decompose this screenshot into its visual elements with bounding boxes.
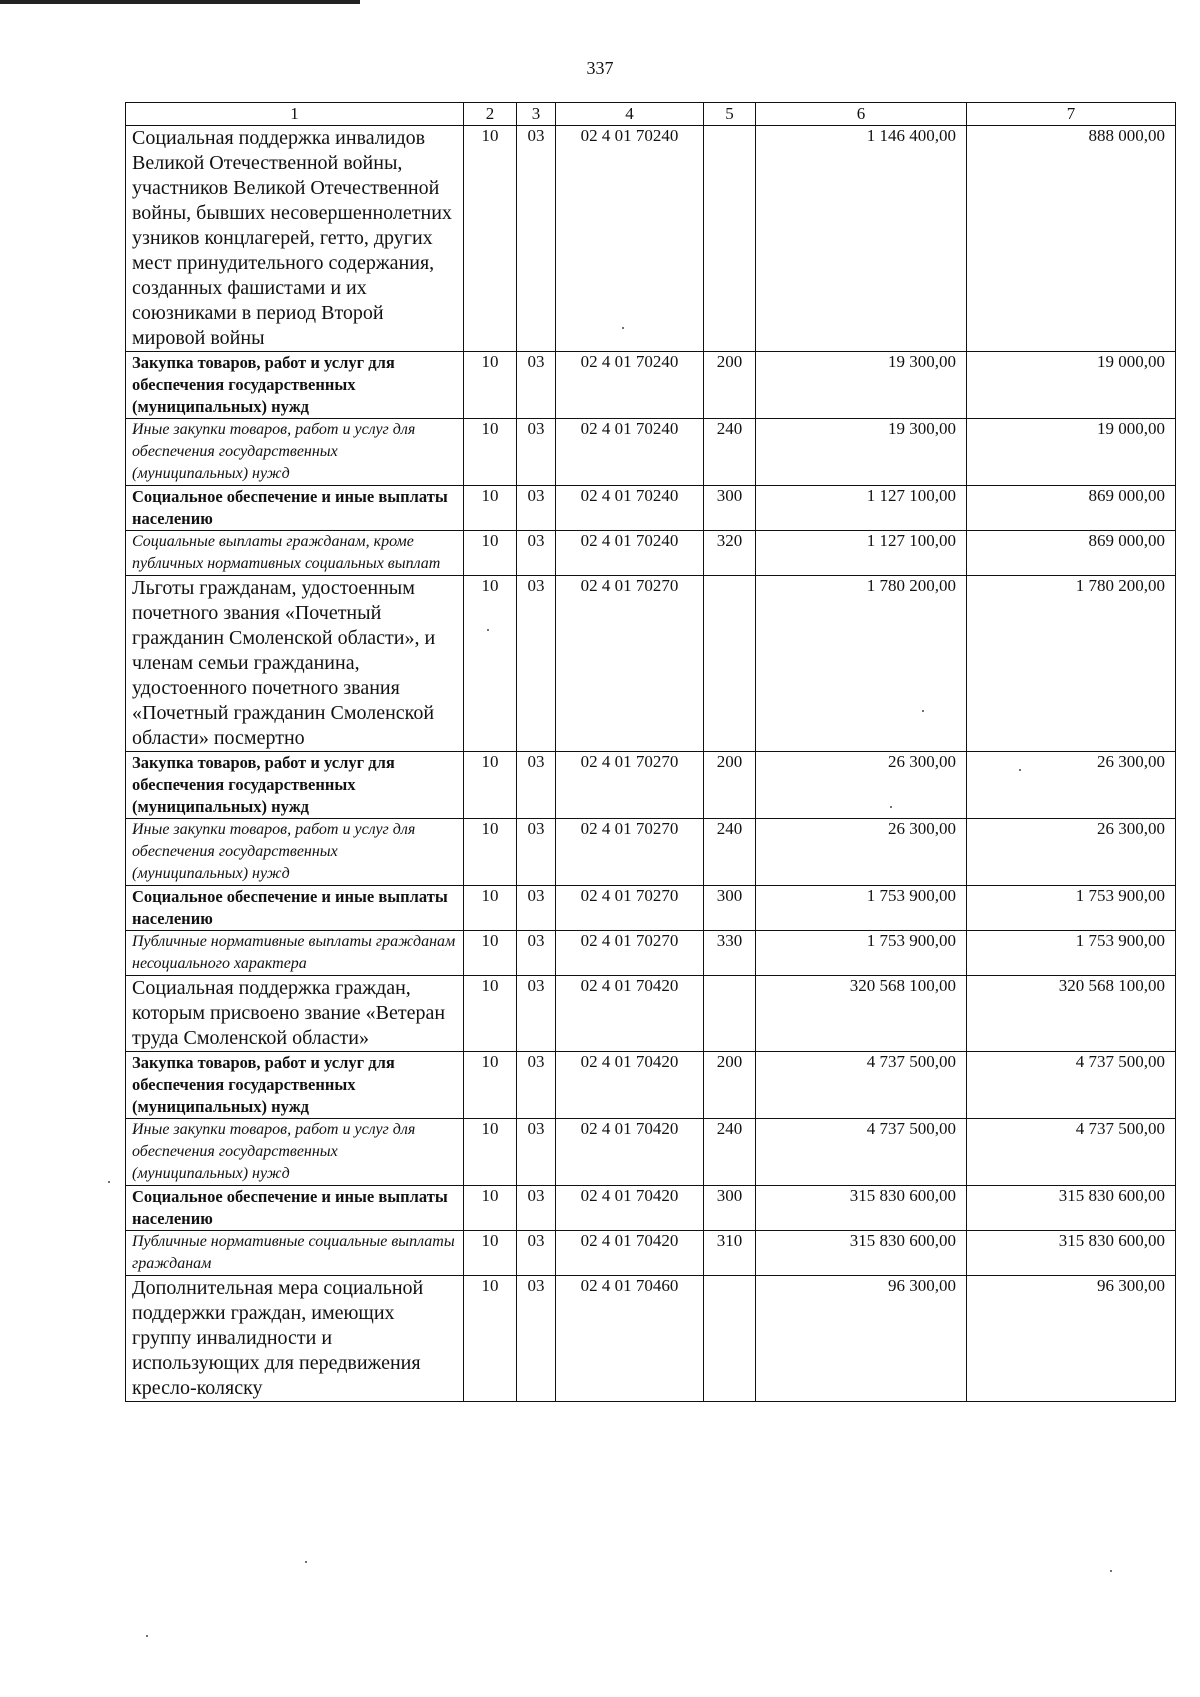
amount-year-1-cell: 1 780 200,00 <box>756 576 967 752</box>
expense-type-cell: 300 <box>704 486 756 531</box>
target-article-cell: 02 4 01 70420 <box>556 976 704 1052</box>
amount-year-2-cell: 315 830 600,00 <box>967 1231 1176 1276</box>
row-name-cell: Социальное обеспечение и иные выплаты населению <box>126 486 464 531</box>
expense-type-cell <box>704 976 756 1052</box>
target-article-cell: 02 4 01 70270 <box>556 886 704 931</box>
amount-year-1-cell: 1 753 900,00 <box>756 931 967 976</box>
table-row <box>126 126 1176 352</box>
section-code-cell: 10 <box>464 531 517 576</box>
subsection-code-cell: 03 <box>517 1186 556 1231</box>
amount-year-1-cell: 315 830 600,00 <box>756 1231 967 1276</box>
section-code-cell: 10 <box>464 126 517 352</box>
subsection-code-cell: 03 <box>517 1119 556 1186</box>
target-article-cell: 02 4 01 70270 <box>556 576 704 752</box>
scan-speck <box>305 1561 307 1563</box>
section-code-cell: 10 <box>464 1052 517 1119</box>
expense-type-cell: 300 <box>704 1186 756 1231</box>
table-row <box>126 1231 1176 1276</box>
expense-type-cell: 240 <box>704 419 756 486</box>
amount-year-1-cell: 1 146 400,00 <box>756 126 967 352</box>
row-name-cell: Льготы гражданам, удостоенным почетного звания «Почетный гражданин Смоленской области», и членам семьи гражданина, удостоенного почетного звания «Почетный гражданин Смоленской области» посмертно <box>126 576 464 752</box>
amount-year-1-cell: 4 737 500,00 <box>756 1052 967 1119</box>
table-row <box>126 1119 1176 1186</box>
section-code-cell: 10 <box>464 1119 517 1186</box>
amount-year-2-cell: 19 000,00 <box>967 419 1176 486</box>
target-article-cell: 02 4 01 70420 <box>556 1231 704 1276</box>
subsection-code-cell: 03 <box>517 752 556 819</box>
page-number: 337 <box>586 58 614 78</box>
subsection-code-cell: 03 <box>517 126 556 352</box>
expense-type-cell: 320 <box>704 531 756 576</box>
section-code-cell: 10 <box>464 419 517 486</box>
scan-speck <box>890 806 892 808</box>
subsection-code-cell: 03 <box>517 819 556 886</box>
subsection-code-cell: 03 <box>517 419 556 486</box>
expense-type-cell: 240 <box>704 1119 756 1186</box>
row-name-cell: Закупка товаров, работ и услуг для обеспечения государственных (муниципальных) нужд <box>126 752 464 819</box>
budget-table <box>125 102 1176 1402</box>
table-row <box>126 752 1176 819</box>
section-code-cell: 10 <box>464 752 517 819</box>
expense-type-cell <box>704 576 756 752</box>
amount-year-2-cell: 4 737 500,00 <box>967 1052 1176 1119</box>
amount-year-2-cell: 96 300,00 <box>967 1276 1176 1402</box>
section-code-cell: 10 <box>464 576 517 752</box>
table-row <box>126 1276 1176 1402</box>
target-article-cell: 02 4 01 70460 <box>556 1276 704 1402</box>
amount-year-1-cell: 26 300,00 <box>756 819 967 886</box>
row-name-cell: Закупка товаров, работ и услуг для обеспечения государственных (муниципальных) нужд <box>126 1052 464 1119</box>
header-col-1: 1 <box>126 103 464 126</box>
row-name-cell: Иные закупки товаров, работ и услуг для обеспечения государственных (муниципальных) нужд <box>126 819 464 886</box>
row-name-cell: Социальная поддержка граждан, которым присвоено звание «Ветеран труда Смоленской области» <box>126 976 464 1052</box>
row-name-cell: Дополнительная мера социальной поддержки граждан, имеющих группу инвалидности и использующих для передвижения кресло-коляску <box>126 1276 464 1402</box>
row-name-cell: Публичные нормативные социальные выплаты гражданам <box>126 1231 464 1276</box>
target-article-cell: 02 4 01 70420 <box>556 1186 704 1231</box>
scan-edge-line <box>0 0 360 4</box>
row-name-cell: Публичные нормативные выплаты гражданам несоциального характера <box>126 931 464 976</box>
table-row <box>126 976 1176 1052</box>
section-code-cell: 10 <box>464 886 517 931</box>
amount-year-1-cell: 19 300,00 <box>756 352 967 419</box>
expense-type-cell: 300 <box>704 886 756 931</box>
expense-type-cell: 240 <box>704 819 756 886</box>
amount-year-2-cell: 1 753 900,00 <box>967 931 1176 976</box>
subsection-code-cell: 03 <box>517 352 556 419</box>
table-row <box>126 576 1176 752</box>
header-col-2: 2 <box>464 103 517 126</box>
header-col-7: 7 <box>967 103 1176 126</box>
section-code-cell: 10 <box>464 352 517 419</box>
amount-year-1-cell: 1 127 100,00 <box>756 486 967 531</box>
row-name-cell: Социальные выплаты гражданам, кроме публичных нормативных социальных выплат <box>126 531 464 576</box>
amount-year-2-cell: 315 830 600,00 <box>967 1186 1176 1231</box>
amount-year-2-cell: 320 568 100,00 <box>967 976 1176 1052</box>
row-name-cell: Иные закупки товаров, работ и услуг для обеспечения государственных (муниципальных) нужд <box>126 1119 464 1186</box>
row-name-cell: Социальная поддержка инвалидов Великой Отечественной войны, участников Великой Отечественной войны, бывших несовершеннолетних узников концлагерей, гетто, других мест принудительного содержания, созданных фашистами и их союзниками в период Второй мировой войны <box>126 126 464 352</box>
scan-speck <box>922 710 924 712</box>
section-code-cell: 10 <box>464 486 517 531</box>
subsection-code-cell: 03 <box>517 931 556 976</box>
amount-year-1-cell: 26 300,00 <box>756 752 967 819</box>
amount-year-1-cell: 320 568 100,00 <box>756 976 967 1052</box>
expense-type-cell <box>704 126 756 352</box>
amount-year-2-cell: 869 000,00 <box>967 486 1176 531</box>
amount-year-2-cell: 888 000,00 <box>967 126 1176 352</box>
target-article-cell: 02 4 01 70240 <box>556 419 704 486</box>
section-code-cell: 10 <box>464 1231 517 1276</box>
table-row <box>126 1052 1176 1119</box>
section-code-cell: 10 <box>464 976 517 1052</box>
subsection-code-cell: 03 <box>517 976 556 1052</box>
amount-year-2-cell: 869 000,00 <box>967 531 1176 576</box>
section-code-cell: 10 <box>464 819 517 886</box>
subsection-code-cell: 03 <box>517 1276 556 1402</box>
amount-year-1-cell: 19 300,00 <box>756 419 967 486</box>
amount-year-2-cell: 26 300,00 <box>967 819 1176 886</box>
table-header-row <box>126 103 1176 126</box>
table-row <box>126 1186 1176 1231</box>
subsection-code-cell: 03 <box>517 1231 556 1276</box>
table-row <box>126 486 1176 531</box>
subsection-code-cell: 03 <box>517 1052 556 1119</box>
header-col-6: 6 <box>756 103 967 126</box>
row-name-cell: Иные закупки товаров, работ и услуг для обеспечения государственных (муниципальных) нужд <box>126 419 464 486</box>
table-row <box>126 419 1176 486</box>
table-row <box>126 531 1176 576</box>
target-article-cell: 02 4 01 70270 <box>556 819 704 886</box>
target-article-cell: 02 4 01 70270 <box>556 931 704 976</box>
target-article-cell: 02 4 01 70270 <box>556 752 704 819</box>
target-article-cell: 02 4 01 70420 <box>556 1052 704 1119</box>
subsection-code-cell: 03 <box>517 886 556 931</box>
subsection-code-cell: 03 <box>517 576 556 752</box>
subsection-code-cell: 03 <box>517 531 556 576</box>
table-body <box>126 126 1176 1402</box>
target-article-cell: 02 4 01 70240 <box>556 486 704 531</box>
header-col-5: 5 <box>704 103 756 126</box>
header-col-3: 3 <box>517 103 556 126</box>
target-article-cell: 02 4 01 70240 <box>556 352 704 419</box>
amount-year-1-cell: 4 737 500,00 <box>756 1119 967 1186</box>
table-row <box>126 352 1176 419</box>
section-code-cell: 10 <box>464 931 517 976</box>
table-row <box>126 886 1176 931</box>
target-article-cell: 02 4 01 70420 <box>556 1119 704 1186</box>
row-name-cell: Социальное обеспечение и иные выплаты населению <box>126 886 464 931</box>
amount-year-1-cell: 96 300,00 <box>756 1276 967 1402</box>
header-col-4: 4 <box>556 103 704 126</box>
amount-year-2-cell: 19 000,00 <box>967 352 1176 419</box>
expense-type-cell: 310 <box>704 1231 756 1276</box>
table-row <box>126 931 1176 976</box>
scan-speck <box>487 629 489 631</box>
scan-speck <box>1019 769 1021 771</box>
table-row <box>126 819 1176 886</box>
amount-year-2-cell: 1 753 900,00 <box>967 886 1176 931</box>
expense-type-cell <box>704 1276 756 1402</box>
expense-type-cell: 200 <box>704 752 756 819</box>
scan-speck <box>108 1181 110 1183</box>
subsection-code-cell: 03 <box>517 486 556 531</box>
expense-type-cell: 200 <box>704 1052 756 1119</box>
section-code-cell: 10 <box>464 1186 517 1231</box>
target-article-cell: 02 4 01 70240 <box>556 126 704 352</box>
row-name-cell: Закупка товаров, работ и услуг для обеспечения государственных (муниципальных) нужд <box>126 352 464 419</box>
section-code-cell: 10 <box>464 1276 517 1402</box>
amount-year-1-cell: 1 127 100,00 <box>756 531 967 576</box>
amount-year-1-cell: 1 753 900,00 <box>756 886 967 931</box>
amount-year-2-cell: 26 300,00 <box>967 752 1176 819</box>
scan-speck <box>1110 1570 1112 1572</box>
target-article-cell: 02 4 01 70240 <box>556 531 704 576</box>
amount-year-2-cell: 4 737 500,00 <box>967 1119 1176 1186</box>
expense-type-cell: 330 <box>704 931 756 976</box>
row-name-cell: Социальное обеспечение и иные выплаты населению <box>126 1186 464 1231</box>
amount-year-2-cell: 1 780 200,00 <box>967 576 1176 752</box>
amount-year-1-cell: 315 830 600,00 <box>756 1186 967 1231</box>
expense-type-cell: 200 <box>704 352 756 419</box>
scan-speck <box>622 327 624 329</box>
scan-speck <box>146 1635 148 1637</box>
